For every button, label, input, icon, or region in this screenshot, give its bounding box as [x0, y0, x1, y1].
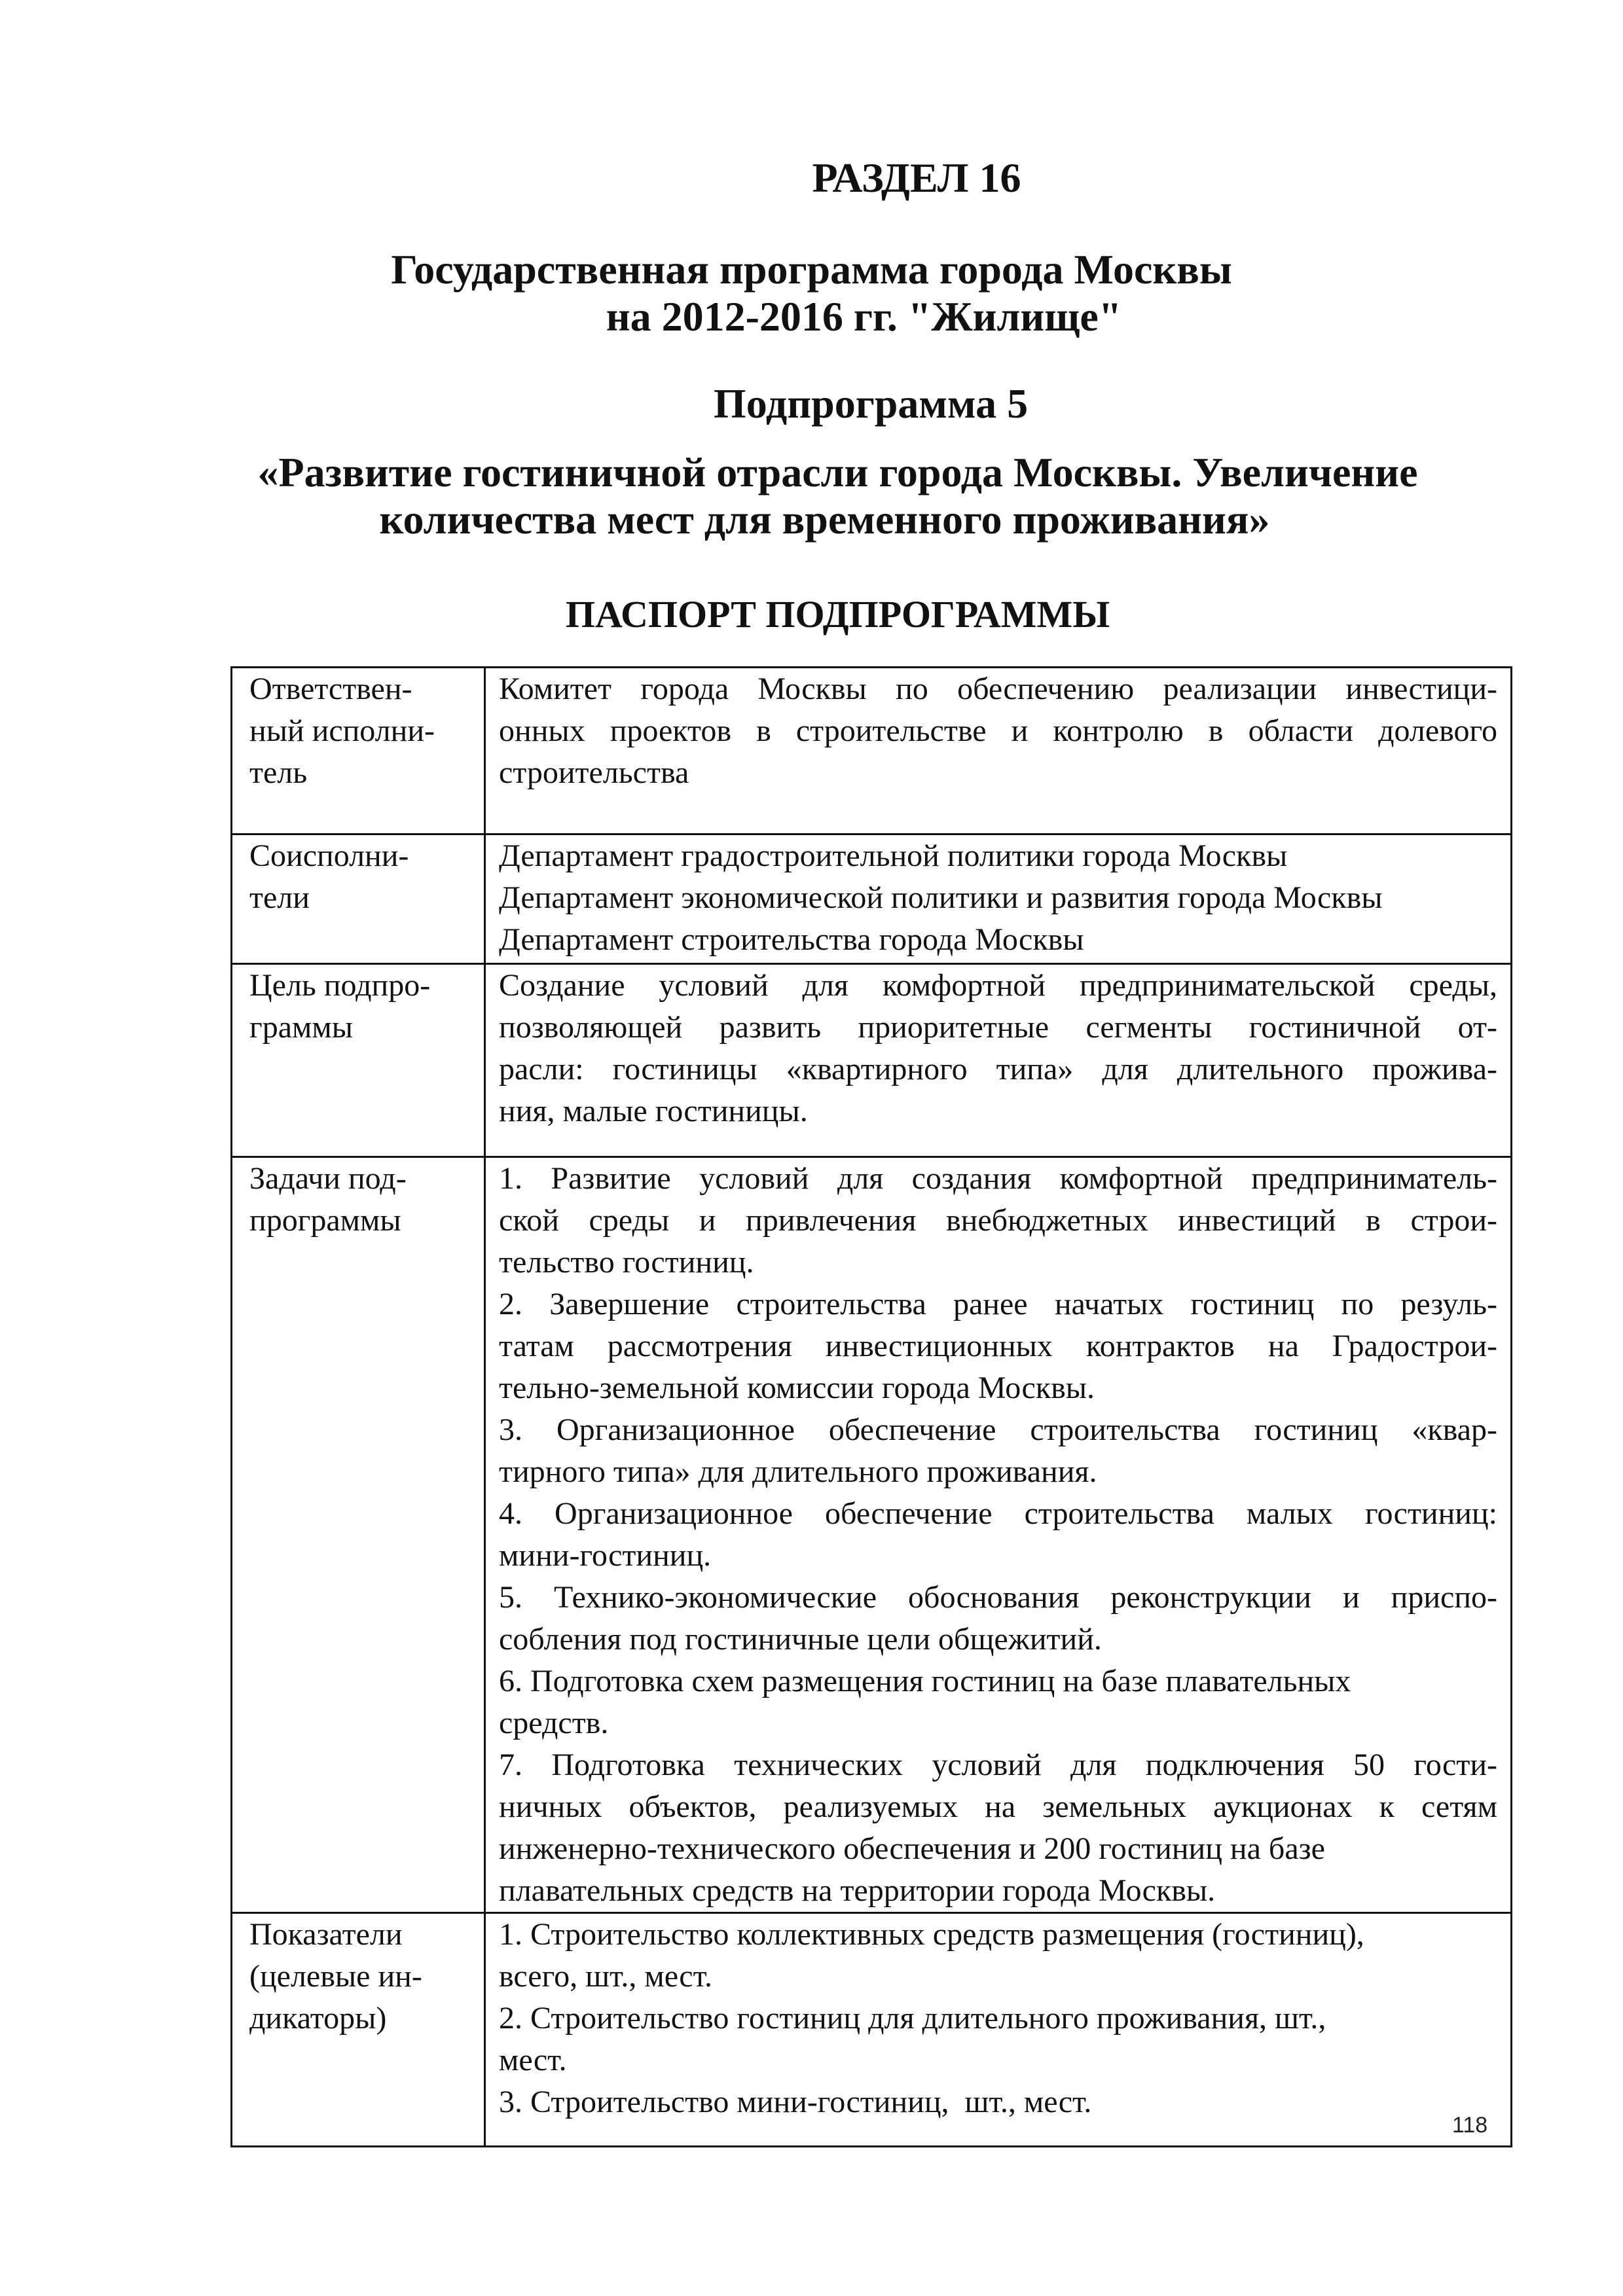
- value-line: тельство гостиниц.: [499, 1245, 754, 1280]
- label-line: Задачи под-: [249, 1161, 407, 1196]
- subprogram-heading: Подпрограмма 5: [713, 380, 1029, 427]
- label-line: тели: [249, 880, 310, 915]
- table-row-coexecutors: [232, 834, 1512, 964]
- label-line: граммы: [249, 1010, 353, 1045]
- value-line: 2. Завершение строительства ранее начатых гостиниц по резуль-: [499, 1287, 1497, 1321]
- label-line: Цель подпро-: [249, 968, 431, 1003]
- value-line: тельно-земельной комиссии города Москвы.: [499, 1371, 1095, 1405]
- page-number: 118: [1452, 2113, 1488, 2138]
- section-heading: РАЗДЕЛ 16: [812, 154, 1021, 201]
- value-line: онных проектов в строительстве и контролю в области долевого: [499, 713, 1497, 748]
- label-line: Соисполни-: [249, 838, 409, 873]
- label-line: ный исполни-: [249, 713, 435, 748]
- value-line: ния, малые гостиницы.: [499, 1094, 808, 1128]
- value-line: собления под гостиничные цели общежитий.: [499, 1622, 1102, 1657]
- label-line: Ответствен-: [249, 672, 412, 706]
- table-row-tasks: [232, 1157, 1512, 1913]
- passport-title: ПАСПОРТ ПОДПРОГРАММЫ: [565, 593, 1110, 636]
- table-row-indicators: [232, 1913, 1512, 2147]
- value-line: плавательных средств на территории города Москвы.: [499, 1873, 1216, 1908]
- value-line: инженерно-технического обеспечения и 200 гостиниц на базе: [499, 1831, 1325, 1866]
- row-value: [485, 964, 1512, 1157]
- row-label: [232, 1157, 485, 1913]
- subprogram-title-line1: «Развитие гостиничной отрасли города Москвы. Увеличение: [257, 449, 1418, 495]
- label-line: (целевые ин-: [249, 1959, 422, 1994]
- value-line: Департамент градостроительной политики города Москвы: [499, 838, 1288, 873]
- value-line: ской среды и привлечения внебюджетных инвестиций в строи-: [499, 1203, 1497, 1238]
- program-title-line2: на 2012-2016 гг. "Жилище": [606, 293, 1122, 340]
- value-line: 3. Строительство мини-гостиниц, шт., мест.: [499, 2085, 1092, 2119]
- row-value: [485, 1913, 1512, 2147]
- value-line: средств.: [499, 1706, 609, 1740]
- row-label: [232, 964, 485, 1157]
- value-line: позволяющей развить приоритетные сегменты гостиничной от-: [499, 1010, 1497, 1045]
- value-line: строительства: [499, 755, 689, 790]
- subprogram-title-line2: количества мест для временного проживания»: [379, 496, 1270, 543]
- value-line: Департамент строительства города Москвы: [499, 922, 1084, 957]
- passport-table: [230, 666, 1512, 2147]
- label-line: дикаторы): [249, 2001, 387, 2036]
- value-line: 7. Подготовка технических условий для подключения 50 гости-: [499, 1748, 1497, 1782]
- value-line: Создание условий для комфортной предпринимательской среды,: [499, 968, 1497, 1003]
- value-line: мест.: [499, 2043, 567, 2077]
- row-value: [485, 1157, 1512, 1913]
- value-line: 1. Развитие условий для создания комфортной предприниматель-: [499, 1161, 1497, 1196]
- label-line: программы: [249, 1203, 401, 1238]
- value-line: всего, шт., мест.: [499, 1959, 712, 1994]
- label-line: тель: [249, 755, 308, 790]
- value-line: татам рассмотрения инвестиционных контрактов на Градострои-: [499, 1329, 1497, 1363]
- value-line: Комитет города Москвы по обеспечению реализации инвестици-: [499, 672, 1497, 706]
- value-line: 1. Строительство коллективных средств размещения (гостиниц),: [499, 1917, 1364, 1952]
- row-value: [485, 668, 1512, 834]
- value-line: 3. Организационное обеспечение строительства гостиниц «квар-: [499, 1412, 1497, 1447]
- row-value: [485, 834, 1512, 964]
- value-line: расли: гостиницы «квартирного типа» для длительного прожива-: [499, 1052, 1497, 1086]
- value-line: 2. Строительство гостиниц для длительного проживания, шт.,: [499, 2001, 1326, 2036]
- value-line: 6. Подготовка схем размещения гостиниц на базе плавательных: [499, 1664, 1351, 1698]
- row-label: [232, 668, 485, 834]
- row-label: [232, 1913, 485, 2147]
- table-row-responsible: [232, 668, 1512, 834]
- value-line: 4. Организационное обеспечение строительства малых гостиниц:: [499, 1496, 1497, 1531]
- value-line: тирного типа» для длительного проживания.: [499, 1454, 1097, 1489]
- value-line: мини-гостиниц.: [499, 1538, 712, 1573]
- value-line: Департамент экономической политики и развития города Москвы: [499, 880, 1383, 915]
- label-line: Показатели: [249, 1917, 403, 1952]
- program-title-line1: Государственная программа города Москвы: [391, 246, 1232, 293]
- table-row-goal: [232, 964, 1512, 1157]
- row-label: [232, 834, 485, 964]
- value-line: 5. Технико-экономические обоснования реконструкции и приспо-: [499, 1580, 1497, 1615]
- value-line: ничных объектов, реализуемых на земельных аукционах к сетям: [499, 1789, 1497, 1824]
